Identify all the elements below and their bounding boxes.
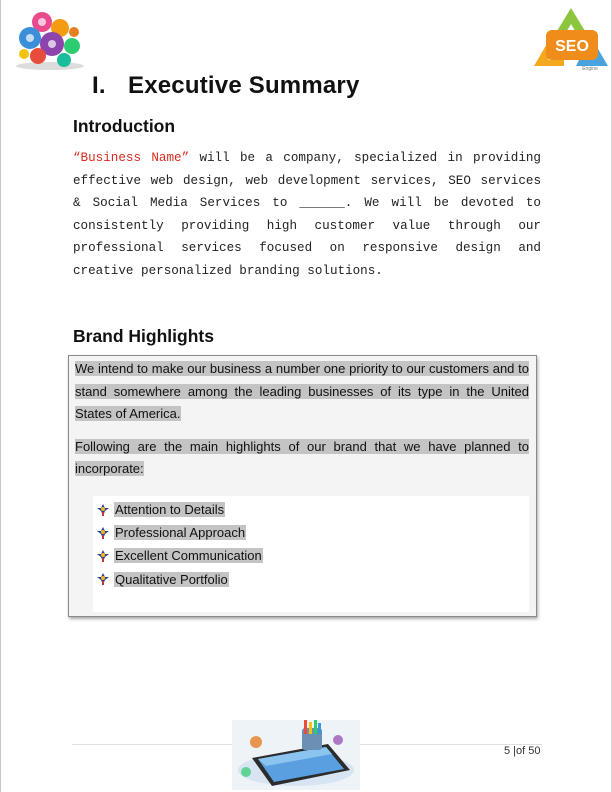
page-left-edge [0, 0, 1, 792]
highlight-label: Attention to Details [115, 502, 225, 518]
brand-highlights-heading: Brand Highlights [73, 326, 214, 346]
page-number [504, 745, 541, 757]
highlights-list [96, 498, 263, 591]
introduction-heading: Introduction [73, 116, 176, 136]
pushpin-bullet-icon [96, 549, 110, 563]
business-name-placeholder: “Business Name” [73, 151, 190, 165]
pushpin-bullet-icon [96, 503, 110, 517]
brand-paragraph-2 [75, 436, 529, 481]
page-number-current: 5 [504, 745, 511, 757]
highlight-label: Qualitative Portfolio [115, 571, 228, 587]
colorful-web-icons-logo [12, 8, 86, 72]
highlights-list-area [93, 496, 529, 612]
brand-paragraph-1 [75, 358, 529, 426]
list-item [96, 544, 263, 567]
pushpin-bullet-icon [96, 526, 110, 540]
page-number-total: |of 50 [510, 745, 541, 757]
list-item [96, 568, 263, 591]
section-title [92, 72, 360, 100]
seo-logo-subtext: Engine [582, 66, 598, 72]
section-title-text: Executive Summary [128, 72, 360, 99]
list-item [96, 521, 263, 544]
highlight-label: Excellent Communication [115, 548, 262, 564]
brand-paragraph-1-text: We intend to make our business a number one priority to our customers and to stand somewhere among the leading businesses of its type in the United States of America. [75, 361, 529, 421]
pushpin-bullet-icon [96, 572, 110, 586]
tablet-with-pencils-illustration [232, 720, 360, 790]
brand-paragraph-2-text: Following are the main highlights of our brand that we have planned to incorporate: [75, 438, 529, 476]
brand-highlights-box [68, 355, 537, 617]
introduction-paragraph [73, 147, 541, 283]
seo-recycle-logo [530, 4, 612, 80]
introduction-body: will be a company, specialized in providing effective web design, web development services, SEO services & Social Media Services to ______. We will be devoted to consistently providing high customer value through our professional services focused on responsive design and creative personalized branding solutions. [73, 151, 541, 278]
section-number: I. [92, 72, 106, 99]
highlight-label: Professional Approach [115, 525, 246, 541]
list-item [96, 498, 263, 521]
seo-logo-text: SEO [555, 38, 589, 55]
